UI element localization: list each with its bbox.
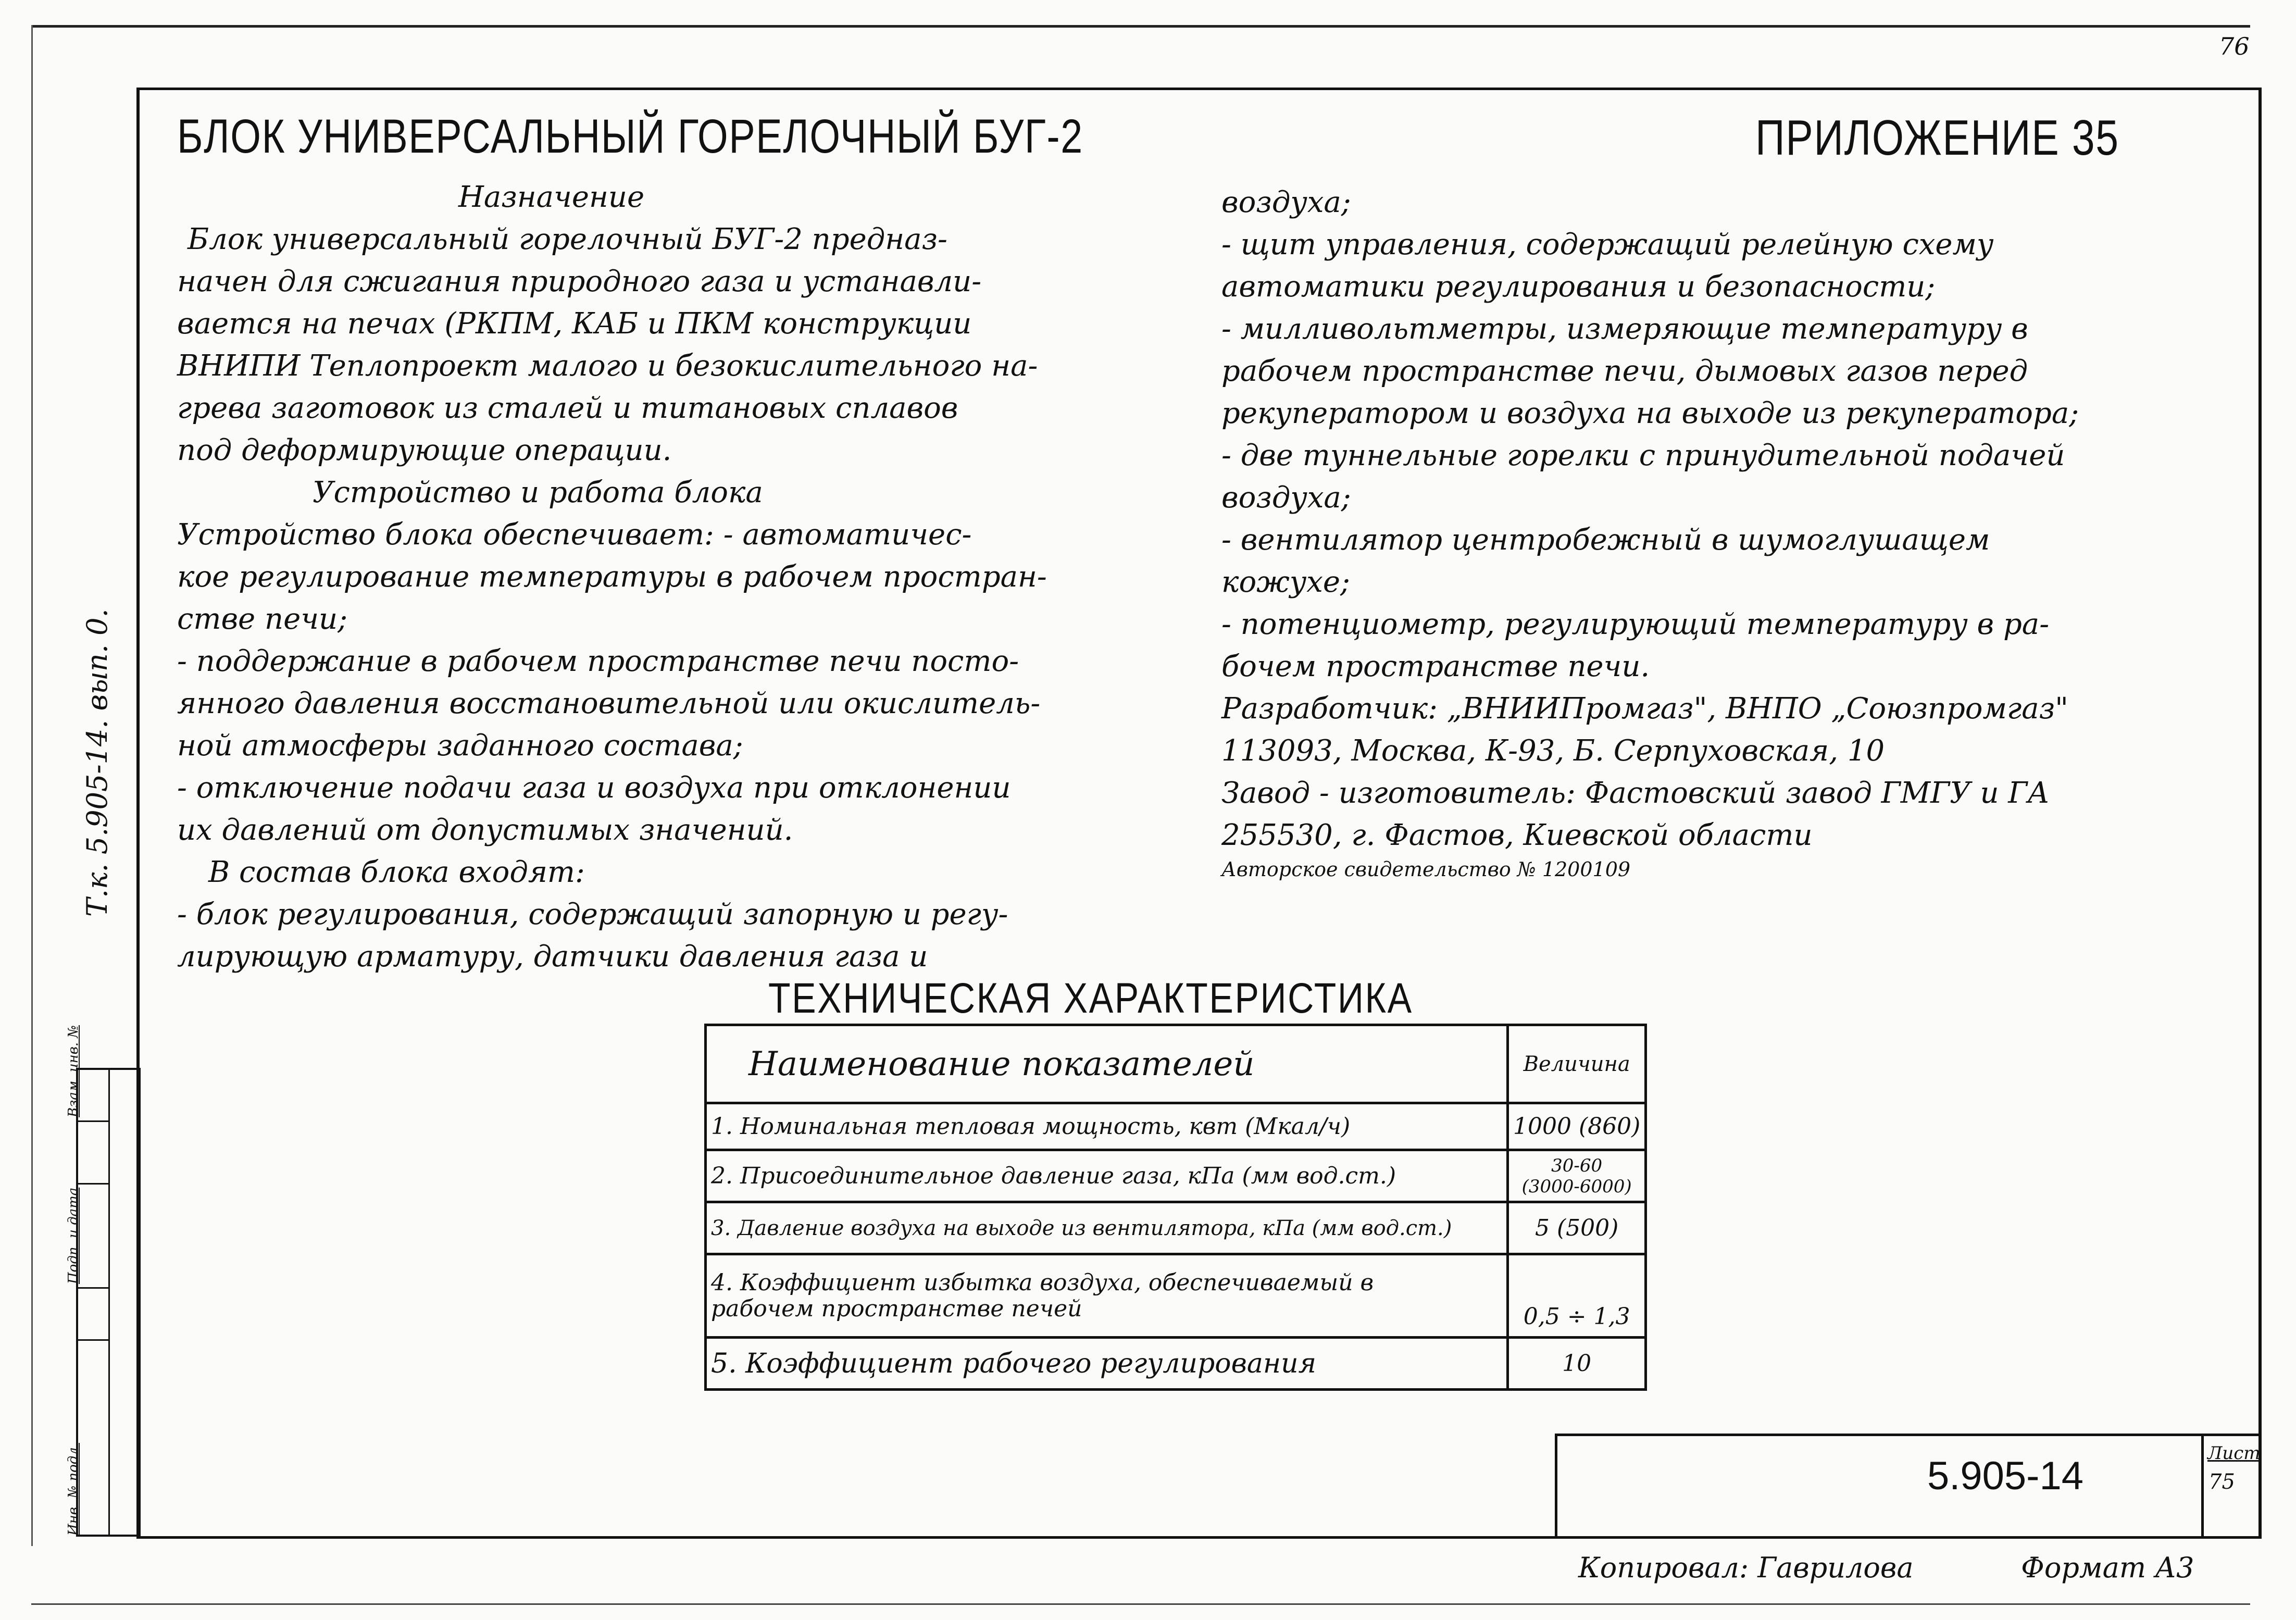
text-line: В состав блока входят: xyxy=(208,855,585,889)
text-line: грева заготовок из сталей и титановых сплавов xyxy=(177,391,958,425)
text-line: вается на печах (РКПМ, КАБ и ПКМ конструкции xyxy=(177,307,972,341)
page-number: 76 xyxy=(2219,32,2250,60)
text-line: ной атмосферы заданного состава; xyxy=(177,729,743,763)
text-line: воздуха; xyxy=(1221,185,1351,219)
text-line: начен для сжигания природного газа и устанавли- xyxy=(177,265,982,298)
text-line: рабочем пространстве печи, дымовых газов перед xyxy=(1221,354,2028,388)
text-line: янного давления восстановительной или окислитель- xyxy=(177,687,1041,720)
column-header-name: Наименование показателей xyxy=(706,1025,1508,1103)
row-value xyxy=(1508,1202,1646,1254)
row-value xyxy=(1508,1338,1646,1390)
text-line: - две туннельные горелки с принудительной подачей xyxy=(1221,439,2065,472)
section-heading-purpose: Назначение xyxy=(458,180,645,214)
row-name-text: 3. Давление воздуха на выходе из вентилятора, кПа (мм вод.ст.) xyxy=(711,1216,1452,1240)
stamp-label: Взам. инв. № xyxy=(66,1025,81,1117)
text-line: рекуператором и воздуха на выходе из рекуператора; xyxy=(1221,396,2079,430)
stamp-cell-blank xyxy=(78,1289,108,1341)
stamp-cell-replace xyxy=(66,1025,108,1122)
row-value xyxy=(1508,1150,1646,1202)
row-name xyxy=(706,1150,1508,1202)
text-line: автоматики регулирования и безопасности; xyxy=(1221,270,1936,304)
text-line: ВНИПИ Теплопроект малого и безокислительного на- xyxy=(177,349,1038,383)
text-line: - вентилятор центробежный в шумоглушащем xyxy=(1221,523,1990,557)
row-name-text: 1. Номинальная тепловая мощность, квт (Мкал/ч) xyxy=(711,1113,1351,1140)
document-code: 5.905-14 xyxy=(1927,1454,2084,1498)
text-line: стве печи; xyxy=(177,602,347,636)
row-value-text: 1000 (860) xyxy=(1513,1113,1641,1140)
sheet-label: Лист xyxy=(2207,1443,2261,1464)
row-value-text: 30-60 xyxy=(1551,1155,1603,1176)
row-name xyxy=(706,1103,1508,1150)
right-text-column xyxy=(1221,181,2079,882)
text-line: воздуха; xyxy=(1221,481,1351,515)
sheet-number: 75 xyxy=(2208,1470,2235,1494)
appendix-title: ПРИЛОЖЕНИЕ 35 xyxy=(1755,110,2119,166)
text-line: кожухе; xyxy=(1221,565,1350,599)
developer-line: Разработчик: „ВНИИПромгаз", ВНПО „Союзпромгаз" xyxy=(1221,692,2068,726)
text-line: - щит управления, содержащий релейную схему xyxy=(1221,228,1994,261)
table-row xyxy=(706,1254,1646,1338)
text-line: их давлений от допустимых значений. xyxy=(177,813,793,847)
text-line: - потенциометр, регулирующий температуру в ра- xyxy=(1221,607,2050,641)
row-name-text: 4. Коэффициент избытка воздуха, обеспечиваемый в xyxy=(711,1269,1374,1296)
section-heading-device: Устройство и работа блока xyxy=(313,476,763,509)
tech-spec-table xyxy=(704,1024,1647,1391)
row-value-text: 10 xyxy=(1562,1350,1592,1377)
row-name-text: 5. Коэффициент рабочего регулирования xyxy=(711,1348,1317,1379)
row-value xyxy=(1508,1103,1646,1150)
text-line: бочем пространстве печи. xyxy=(1221,650,1650,683)
manufacturer-address-line: 255530, г. Фастов, Киевской области xyxy=(1221,818,1813,852)
table-row xyxy=(706,1150,1646,1202)
row-value xyxy=(1508,1254,1646,1338)
text-line: лирующую арматуру, датчики давления газа и xyxy=(177,940,928,974)
column-header-value: Величина xyxy=(1508,1025,1646,1103)
row-name xyxy=(706,1202,1508,1254)
address-line: 113093, Москва, К-93, Б. Серпуховская, 10 xyxy=(1221,734,1885,768)
row-value-text: (3000-6000) xyxy=(1521,1176,1632,1197)
row-value-text: 0,5 ÷ 1,3 xyxy=(1523,1303,1630,1330)
outer-frame-left xyxy=(31,25,33,1546)
row-name xyxy=(706,1254,1508,1338)
stamp-cell-inventory xyxy=(66,1341,108,1539)
table-row xyxy=(706,1338,1646,1390)
text-line: - отключение подачи газа и воздуха при отклонении xyxy=(177,771,1011,805)
text-line: - поддержание в рабочем пространстве печи посто- xyxy=(177,644,1019,678)
outer-frame-top xyxy=(31,25,2250,28)
row-name-text: 2. Присоединительное давление газа, кПа (мм вод.ст.) xyxy=(711,1162,1396,1189)
row-name-text: рабочем пространстве печей xyxy=(711,1295,1082,1322)
stamp-label: Подп. и дата xyxy=(66,1187,81,1284)
stamp-cell-signature xyxy=(66,1185,108,1289)
manufacturer-line: Завод - изготовитель: Фастовский завод ГМГУ и ГА xyxy=(1221,776,2050,810)
side-reference-note: Т.к. 5.905-14. вып. 0. xyxy=(81,608,114,917)
side-stamp-block xyxy=(66,1025,141,1537)
text-line: под деформирующие операции. xyxy=(177,433,672,467)
text-line: кое регулирование температуры в рабочем простран- xyxy=(177,560,1047,594)
tech-spec-title: ТЕХНИЧЕСКАЯ ХАРАКТЕРИСТИКА xyxy=(768,975,1413,1022)
stamp-label: Инв. № подл. xyxy=(66,1442,81,1536)
outer-frame-bottom xyxy=(31,1603,2250,1605)
table-header-row xyxy=(706,1025,1646,1103)
copied-by: Копировал: Гаврилова xyxy=(1578,1551,1914,1584)
patent-line: Авторское свидетельство № 1200109 xyxy=(1221,858,1631,881)
text-line: Устройство блока обеспечивает: - автоматичес- xyxy=(177,518,972,552)
paper-format: Формат А3 xyxy=(2021,1551,2194,1584)
row-name xyxy=(706,1338,1508,1390)
table-row xyxy=(706,1202,1646,1254)
table-row xyxy=(706,1103,1646,1150)
left-text-column xyxy=(177,176,1047,978)
document-title: БЛОК УНИВЕРСАЛЬНЫЙ ГОРЕЛОЧНЫЙ БУГ-2 xyxy=(177,110,1083,163)
text-line: Блок универсальный горелочный БУГ-2 предназ- xyxy=(188,222,947,256)
title-block xyxy=(1555,1434,2262,1539)
text-line: - блок регулирования, содержащий запорную и регу- xyxy=(177,898,1008,931)
text-line: - милливольтметры, измеряющие температуру в xyxy=(1221,312,2028,346)
stamp-divider xyxy=(108,1070,110,1535)
stamp-cell-blank xyxy=(78,1122,108,1185)
row-value-text: 5 (500) xyxy=(1534,1214,1619,1241)
